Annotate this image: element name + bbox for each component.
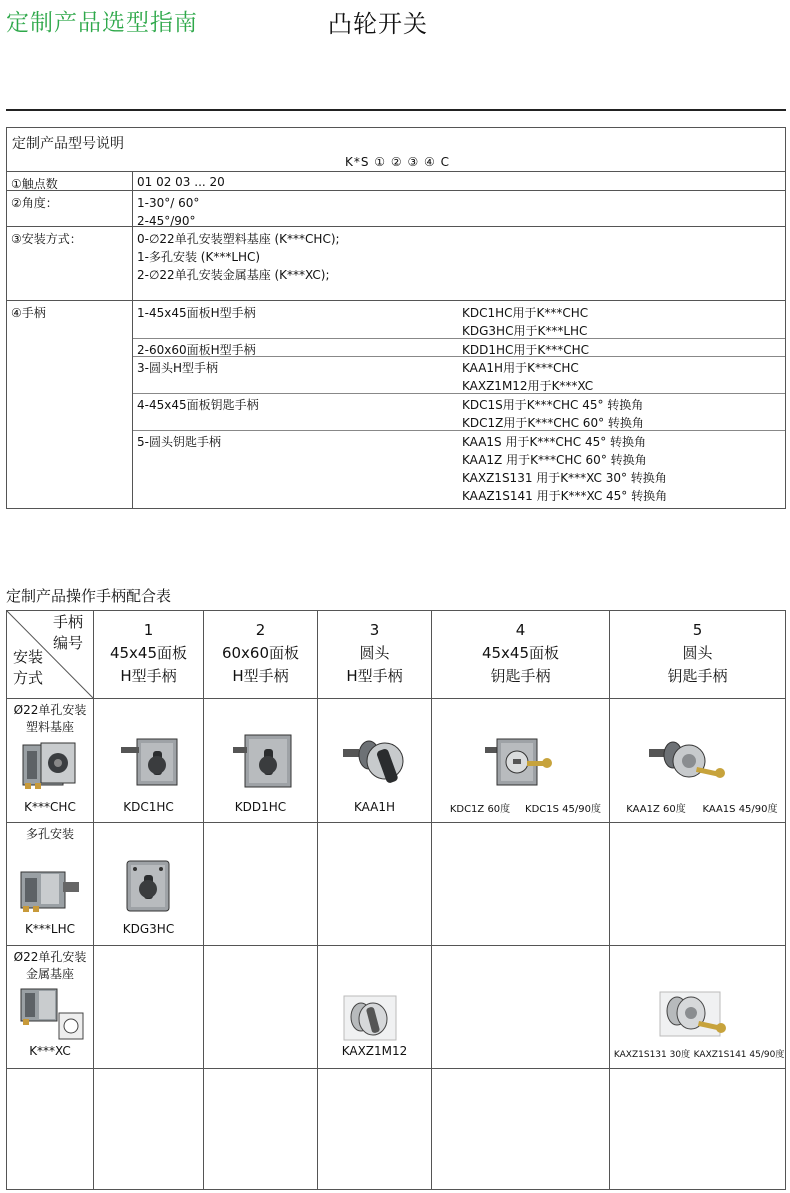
contacts-value: 01 02 03 ... 20 bbox=[137, 175, 225, 189]
column-header-2 bbox=[204, 619, 317, 688]
corner-text: 编号 bbox=[53, 634, 84, 652]
model-spec-table bbox=[6, 127, 786, 509]
column-line: H型手柄 bbox=[120, 667, 177, 685]
column-line: 45x45面板 bbox=[109, 644, 188, 662]
spec-column-divider bbox=[132, 171, 133, 509]
switch-body-lhc-image bbox=[19, 864, 81, 916]
grid-line bbox=[7, 698, 785, 699]
handle-kaa1h-image bbox=[341, 735, 411, 791]
corner-handle-label bbox=[53, 612, 83, 654]
model-caption: KDC1S 45/90度 bbox=[525, 804, 601, 815]
angle-values bbox=[137, 194, 199, 230]
spec-row-handle bbox=[7, 300, 785, 509]
switch-body-xc-image bbox=[19, 985, 85, 1043]
row-line: 多孔安装 bbox=[25, 827, 74, 841]
contacts-label: ①触点数 bbox=[11, 177, 58, 191]
handle-kdd1hc-image bbox=[231, 733, 295, 793]
handle-kdc1s-image bbox=[483, 735, 553, 793]
mount-value: 0-∅22单孔安装塑料基座 (K***CHC); bbox=[137, 232, 340, 246]
angle-value: 2-45°/90° bbox=[137, 214, 196, 228]
model-caption: KAXZ1S141 45/90度 bbox=[693, 1050, 785, 1060]
model-caption: KAXZ1S131 30度 bbox=[613, 1050, 691, 1060]
column-header-4 bbox=[432, 619, 609, 688]
handle-name: 3-圆头H型手柄 bbox=[137, 361, 218, 375]
model-caption: KAA1S 45/90度 bbox=[702, 804, 778, 815]
handle-name: 5-圆头钥匙手柄 bbox=[137, 435, 221, 449]
model-caption: KAXZ1M12 bbox=[341, 1044, 408, 1058]
handle-kaa1s-image bbox=[647, 739, 727, 793]
handle-model: KAA1Z 用于K***CHC 60° 转换角 bbox=[462, 453, 647, 467]
mount-values bbox=[137, 230, 340, 284]
handle-model: KAAZ1S141 用于K***XC 45° 转换角 bbox=[462, 489, 668, 503]
row-line: Ø22单孔安装 bbox=[13, 703, 87, 717]
row-line: 金属基座 bbox=[25, 967, 74, 981]
angle-label: ②角度： bbox=[11, 196, 58, 210]
handle-model: KDC1Z用于K***CHC 60° 转换角 bbox=[462, 416, 644, 430]
row-line: Ø22单孔安装 bbox=[13, 950, 87, 964]
grid-line bbox=[7, 945, 785, 946]
column-line: 圆头 bbox=[359, 644, 390, 662]
corner-text: 手柄 bbox=[53, 613, 84, 631]
page-heading: 凸轮开关 bbox=[328, 10, 428, 38]
column-number: 3 bbox=[369, 621, 380, 639]
grid-line bbox=[7, 822, 785, 823]
column-line: 圆头 bbox=[682, 644, 713, 662]
handle-model: KDG3HC用于K***LHC bbox=[462, 324, 588, 338]
spec-row-contacts bbox=[7, 171, 785, 190]
handle-model: KAA1H用于K***CHC bbox=[462, 361, 579, 375]
model-caption: KDC1Z 60度 bbox=[449, 804, 511, 815]
row-header-multihole bbox=[7, 826, 93, 843]
column-number: 2 bbox=[255, 621, 266, 639]
handle-kdg3hc-image bbox=[123, 859, 173, 917]
handle-divider bbox=[133, 430, 785, 431]
row-line: 塑料基座 bbox=[25, 720, 74, 734]
column-header-5 bbox=[610, 619, 785, 688]
mount-value: 2-∅22单孔安装金属基座 (K***XC); bbox=[137, 268, 330, 282]
spec-title: 定制产品型号说明 bbox=[12, 136, 124, 152]
model-caption: KAA1Z 60度 bbox=[626, 804, 686, 815]
column-line: 45x45面板 bbox=[481, 644, 560, 662]
corner-text: 方式 bbox=[13, 669, 44, 687]
handle-kaxz1m12-image bbox=[343, 995, 397, 1041]
spec-code: K*S ① ② ③ ④ C bbox=[345, 155, 450, 169]
handle-divider bbox=[133, 393, 785, 394]
handle-model: KDC1HC用于K***CHC bbox=[462, 306, 589, 320]
column-number: 4 bbox=[515, 621, 526, 639]
row-header-metal bbox=[7, 949, 93, 983]
column-header-3 bbox=[318, 619, 431, 688]
spec-row-mount bbox=[7, 226, 785, 300]
mount-label: ③安装方式： bbox=[11, 232, 82, 246]
column-line: 60x60面板 bbox=[221, 644, 300, 662]
column-number: 1 bbox=[143, 621, 154, 639]
column-line: 钥匙手柄 bbox=[667, 667, 728, 685]
guide-title: 定制产品选型指南 bbox=[6, 10, 198, 36]
column-line: H型手柄 bbox=[346, 667, 403, 685]
top-divider bbox=[6, 109, 786, 111]
handle-name: 2-60x60面板H型手柄 bbox=[137, 343, 256, 357]
column-line: 钥匙手柄 bbox=[490, 667, 551, 685]
mount-value: 1-多孔安装 (K***LHC) bbox=[137, 250, 261, 264]
column-number: 5 bbox=[692, 621, 703, 639]
model-caption: K***XC bbox=[29, 1044, 71, 1058]
handle-matching-table bbox=[6, 610, 786, 1190]
column-header-1 bbox=[94, 619, 203, 688]
corner-text: 安装 bbox=[13, 648, 44, 666]
angle-value: 1-30°/ 60° bbox=[137, 196, 200, 210]
model-caption: KAA1H bbox=[353, 800, 396, 814]
grid-line bbox=[7, 1068, 785, 1069]
row-header-plastic bbox=[7, 702, 93, 736]
model-caption: K***CHC bbox=[24, 800, 76, 814]
handle-model: KAXZ1M12用于K***XC bbox=[462, 379, 594, 393]
handle-model: KDD1HC用于K***CHC bbox=[462, 343, 590, 357]
switch-body-chc-image bbox=[21, 739, 79, 793]
handle-model: KDC1S用于K***CHC 45° 转换角 bbox=[462, 398, 644, 412]
model-caption: K***LHC bbox=[25, 922, 75, 936]
handle-table-title: 定制产品操作手柄配合表 bbox=[6, 587, 172, 605]
model-caption: KDD1HC bbox=[234, 800, 287, 814]
model-caption: KDC1HC bbox=[123, 800, 174, 814]
column-line: H型手柄 bbox=[232, 667, 289, 685]
handle-model: KAXZ1S131 用于K***XC 30° 转换角 bbox=[462, 471, 667, 485]
handle-kdc1hc-image bbox=[119, 733, 183, 793]
handle-model: KAA1S 用于K***CHC 45° 转换角 bbox=[462, 435, 647, 449]
handle-divider bbox=[133, 338, 785, 339]
spec-row-angle bbox=[7, 190, 785, 226]
corner-mount-label bbox=[13, 647, 43, 689]
handle-name: 4-45x45面板钥匙手柄 bbox=[137, 398, 259, 412]
handle-label: ④手柄 bbox=[11, 306, 46, 320]
handle-kaxz1s-image bbox=[659, 991, 729, 1043]
handle-name: 1-45x45面板H型手柄 bbox=[137, 306, 256, 320]
model-caption: KDG3HC bbox=[122, 922, 175, 936]
